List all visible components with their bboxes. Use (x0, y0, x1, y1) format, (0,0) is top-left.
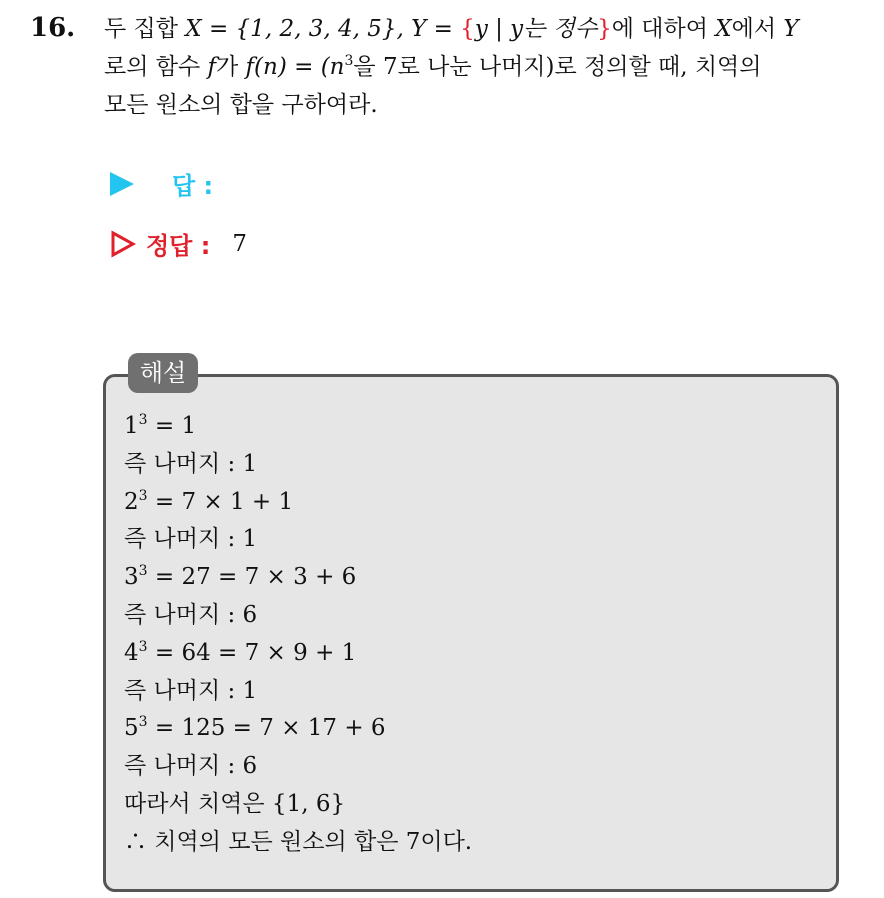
exponent: 3 (138, 412, 148, 428)
set-y-open-brace: { (460, 16, 475, 42)
equation-rest: = 1 (147, 413, 197, 439)
set-y-label: Y = (411, 16, 461, 42)
question-text-segment: 가 (216, 54, 246, 80)
question-line-2 (104, 48, 864, 86)
answer-row (110, 166, 213, 201)
exponent: 3 (138, 714, 148, 731)
correct-answer-row (110, 226, 247, 261)
function-f: f (207, 54, 217, 80)
power-base: 5 (124, 715, 139, 742)
explanation-line: 즉 나머지 : 6 (124, 753, 258, 780)
equation-rest: = 7 × 1 + 1 (147, 488, 294, 515)
explanation-line: ∴ 치역의 모든 원소의 합은 7이다. (124, 828, 473, 855)
explanation-tab: 해설 (128, 353, 198, 393)
explanation-line (124, 635, 824, 673)
question-text-segment: 을 7로 나눈 나머지)로 정의할 때, 치역의 (353, 54, 762, 80)
explanation-line: 즉 나머지 : 1 (124, 526, 258, 553)
answer-label: 답 : (172, 172, 214, 200)
set-y-close-brace: } (597, 16, 612, 42)
play-triangle-icon (110, 172, 134, 196)
set-y-body: y | y는 정수 (474, 16, 598, 42)
exponent: 3 (138, 638, 148, 655)
explanation-line: 즉 나머지 : 6 (124, 601, 258, 628)
var-x: X (715, 16, 732, 42)
question-text (104, 10, 864, 124)
question-text-segment: 에서 (731, 16, 784, 42)
correct-answer-value: 7 (232, 230, 247, 257)
set-x: X = {1, 2, 3, 4, 5}, (185, 16, 404, 42)
power-base: 1 (124, 413, 139, 439)
question-text-segment: 에 대하여 (611, 16, 716, 42)
power-base: 3 (124, 564, 139, 591)
explanation-lines (124, 408, 824, 862)
question-text-segment: 로의 함수 (104, 54, 208, 80)
equation-rest: = 125 = 7 × 17 + 6 (147, 715, 386, 742)
outline-triangle-icon (110, 230, 136, 258)
equation-rest: = 27 = 7 × 3 + 6 (147, 564, 357, 591)
explanation-line (124, 408, 824, 446)
explanation-line (124, 559, 824, 597)
explanation-line: 즉 나머지 : 1 (124, 677, 258, 704)
explanation-line: 따라서 치역은 {1, 6} (124, 790, 346, 817)
exponent: 3 (344, 53, 354, 69)
correct-answer-label: 정답 : (146, 232, 211, 260)
exponent: 3 (138, 487, 148, 504)
explanation-line (124, 710, 824, 748)
question-line-3: 모든 원소의 합을 구하여라. (104, 92, 378, 118)
question-text-segment: 두 집합 (104, 16, 186, 42)
question-number: 16. (30, 13, 76, 43)
power-base: 4 (124, 639, 139, 666)
explanation-line: 즉 나머지 : 1 (124, 450, 258, 477)
explanation-line (124, 484, 824, 522)
exponent: 3 (138, 563, 148, 580)
power-base: 2 (124, 488, 139, 515)
function-definition: f(n) = (n (245, 54, 345, 80)
var-y: Y (783, 16, 799, 42)
equation-rest: = 64 = 7 × 9 + 1 (147, 639, 357, 666)
question-line-1 (104, 10, 864, 48)
